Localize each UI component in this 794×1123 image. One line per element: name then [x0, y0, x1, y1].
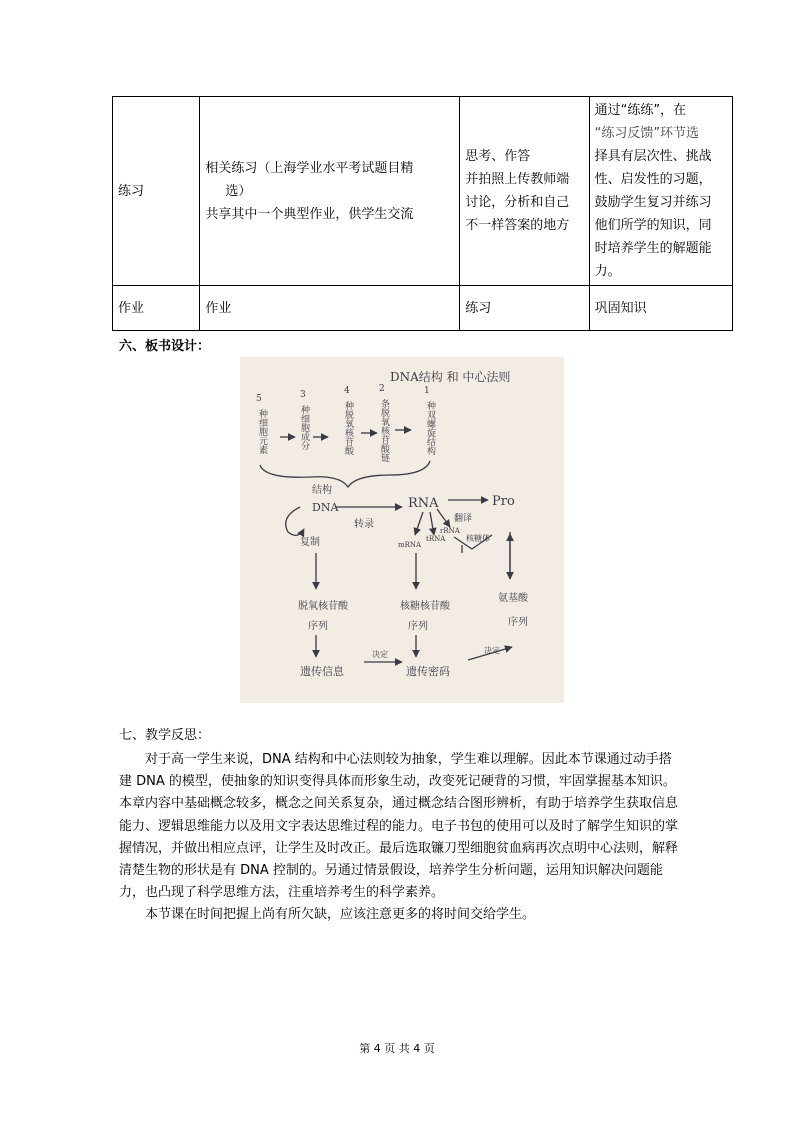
intent-text: 通过“练练”，在: [594, 103, 687, 118]
board-label: 决定: [484, 646, 500, 655]
intent-text: 力。: [594, 264, 621, 279]
student-text: 思考、作答: [465, 149, 531, 164]
board-label: mRNA: [398, 541, 422, 549]
board-column-number: 2: [379, 384, 385, 394]
intent-cell: [589, 97, 732, 286]
board-label: 序列: [508, 617, 528, 628]
reflection-body: [119, 749, 679, 927]
board-label: 遗传信息: [300, 665, 344, 678]
activity-text: 相关练习（上海学业水平考试题目精: [205, 160, 414, 176]
board-label: Pro: [492, 494, 515, 509]
intent-cell: 巩固知识: [589, 286, 732, 331]
stage-cell: 练习: [113, 97, 200, 286]
board-column-text: 种细胞元素: [257, 409, 267, 454]
page-footer: 第 4 页 共 4 页: [359, 1042, 435, 1055]
intent-text: “练习反馈”环节选: [594, 126, 700, 141]
table-row: [113, 97, 733, 286]
intent-text: 性、启发性的习题，: [594, 172, 712, 187]
student-text: 不一样答案的地方: [465, 218, 570, 233]
board-photo: [240, 357, 564, 703]
board-column-text: 种细胞成分: [299, 405, 309, 450]
activity-cell: [200, 97, 460, 286]
activity-cell: 作业: [200, 286, 460, 331]
board-label: 决定: [372, 650, 388, 659]
board-column-text: 种脱氧核苷酸: [343, 401, 353, 455]
intent-text: 择具有层次性、挑战: [594, 149, 712, 164]
lesson-table: [112, 96, 733, 331]
student-text: 讨论，分析和自己: [465, 195, 570, 210]
board-label: 复制: [300, 537, 320, 548]
board-column-number: 4: [344, 386, 350, 396]
board-column-number: 3: [300, 390, 306, 400]
activity-text: 共享其中一个典型作业，供学生交流: [205, 206, 414, 222]
board-heading: 六、板书设计：: [119, 339, 211, 354]
board-label: 核糖核苷酸: [400, 601, 450, 612]
student-cell: [460, 97, 589, 286]
intent-text: 鼓励学生复习并练习: [594, 195, 712, 210]
intent-text: 他们所学的知识，同: [594, 218, 712, 233]
activity-text: 选）: [225, 183, 252, 199]
board-label: 结构: [312, 485, 332, 496]
board-column-number: 5: [256, 394, 262, 404]
board-column-number: 1: [424, 386, 430, 396]
board-label: 翻译: [454, 514, 473, 524]
board-label: 序列: [308, 621, 328, 632]
board-label: 氨基酸: [498, 593, 528, 604]
board-label: 序列: [408, 621, 428, 632]
board-label: 转录: [354, 519, 374, 530]
board-diagram: [240, 357, 564, 703]
board-column-text: 条脱氧核苷酸链: [379, 399, 389, 462]
reflection-paragraph: 对于高一学生来说，DNA 结构和中心法则较为抽象，学生难以理解。因此本节课通过动手搭建 DNA 的模型，使抽象的知识变得具体而形象生动，改变死记硬背的习惯，牢固掌握基本知识。本章内容中基础概念较多，概念之间关系复杂，通过概念结合图形辨析，有助于培养学生获取信息能力、逻辑思维能力以及用文字表达思维过程的能力。电子书包的使用可以及时了解学生知识的掌握情况，并做出相应点评，让学生及时改正。最后选取镰刀型细胞贫血病再次点明中心法则，解释清楚生物的形状是有 DNA 控制的。另通过情景假设，培养学生分析问题，运用知识解决问题能力，也凸现了科学思维方法，注重培养考生的科学素养。: [119, 752, 679, 901]
reflection-paragraph: 本节课在时间把握上尚有所欠缺，应该注意更多的将时间交给学生。: [145, 907, 536, 923]
board-label: 核糖体: [466, 534, 490, 543]
reflection-heading: 七、教学反思：: [119, 728, 211, 743]
stage-cell: 作业: [113, 286, 200, 331]
student-text: 并拍照上传教师端: [465, 172, 570, 187]
board-label: DNA: [312, 501, 339, 514]
board-label: tRNA: [426, 535, 446, 543]
board-label: rRNA: [440, 527, 460, 535]
student-cell: 练习: [460, 286, 589, 331]
board-label: 脱氧核苷酸: [298, 601, 348, 612]
board-column-text: 种双螺旋结构: [425, 401, 435, 455]
board-label: RNA: [408, 496, 439, 511]
intent-text: 时培养学生的解题能: [594, 241, 712, 256]
table-row: [113, 286, 733, 331]
board-label: 遗传密码: [406, 665, 450, 678]
board-title: DNA结构 和 中心法则: [390, 370, 511, 384]
